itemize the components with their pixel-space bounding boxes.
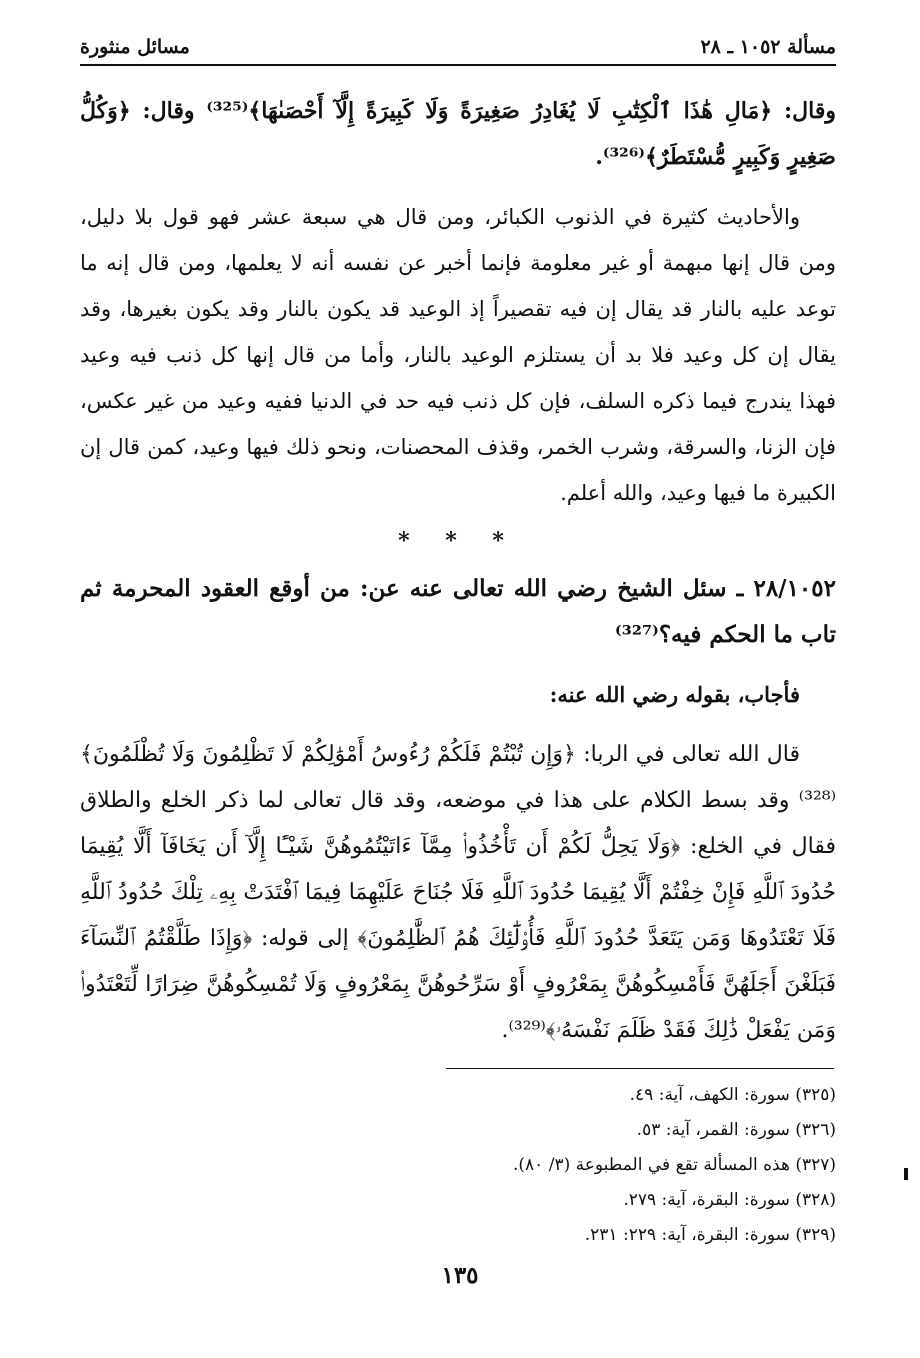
footnote-328: (٣٢٨) سورة: البقرة، آية: ٢٧٩. <box>623 1190 836 1210</box>
spacer <box>80 180 836 194</box>
footnote-329: (٣٢٩) سورة: البقرة، آية: ٢٢٩: ٢٣١. <box>584 1225 836 1245</box>
question-heading: ٢٨/١٠٥٢ ـ سئل الشيخ رضي الله تعالى عنه عن: من أوقع العقود المحرمة ثم تاب ما الحكم فيه؟⁽³²⁷⁾ <box>80 575 836 648</box>
paragraph-riba-khul: قال الله تعالى في الربا: ﴿وَإِن تُبْتُمْ فَلَكُمْ رُءُوسُ أَمْوَٰلِكُمْ لَا تَظْلِمُونَ وَلَا تُظْلَمُونَ﴾⁽³²⁸⁾ وقد بسط الكلام على هذا في موضعه، وقد قال تعالى لما ذكر الخلع والطلاق فقال في الخلع: ﴿وَلَا يَحِلُّ لَكُمْ أَن تَأْخُذُوا۟ مِمَّآ ءَاتَيْتُمُوهُنَّ شَيْـًٔا إِلَّآ أَن يَخَافَآ أَلَّا يُقِيمَا حُدُودَ ٱللَّهِ فَإِنْ خِفْتُمْ أَلَّا يُقِيمَا حُدُودَ ٱللَّهِ فَلَا جُنَاحَ عَلَيْهِمَا فِيمَا ٱفْتَدَتْ بِهِۦ تِلْكَ حُدُودُ ٱللَّهِ فَلَا تَعْتَدُوهَا وَمَن يَتَعَدَّ حُدُودَ ٱللَّهِ فَأُو۟لَٰٓئِكَ هُمُ ٱلظَّٰلِمُونَ﴾ إلى قوله: ﴿وَإِذَا طَلَّقْتُمُ ٱلنِّسَآءَ فَبَلَغْنَ أَجَلَهُنَّ فَأَمْسِكُوهُنَّ بِمَعْرُوفٍ أَوْ سَرِّحُوهُنَّ بِمَعْرُوفٍ وَلَا تُمْسِكُوهُنَّ ضِرَارًا لِّتَعْتَدُوا۟ وَمَن يَفْعَلْ ذَٰلِكَ فَقَدْ ظَلَمَ نَفْسَهُۥ﴾⁽³²⁹⁾. <box>80 742 836 1043</box>
margin-mark <box>904 1168 908 1180</box>
answer-intro: فأجاب، بقوله رضي الله عنه: <box>549 682 800 707</box>
footnotes <box>80 1078 836 1253</box>
footnote-326: (٣٢٦) سورة: القمر، آية: ٥٣. <box>636 1120 836 1140</box>
spacer <box>80 718 836 732</box>
header-divider <box>80 64 836 66</box>
page-number: ١٣٥ <box>441 1262 479 1289</box>
spacer <box>80 658 836 672</box>
paragraph-major-sins: والأحاديث كثيرة في الذنوب الكبائر، ومن قال هي سبعة عشر فهو قول بلا دليل، ومن قال إنها مبهمة أو غير معلومة فإنما أخبر عن نفسه أنه لا يعلمها، ومن قال إنه ما توعد عليه بالنار قد يقال إن فيه تقصيراً إذ الوعيد قد يكون بالنار وقد يكون بغيرها، وقد يقال إن كل وعيد فلا بد أن يستلزم الوعيد بالنار، وأما من قال إنها كل ذنب فيه وعيد فهذا يندرج فيما ذكره السلف، فإن كل ذنب فيه حد في الدنيا ففيه وعيد من غير عكس، فإن الزنا، والسرقة، وشرب الخمر، وقذف المحصنات، ونحو ذلك فيها وعيد، كمن قال إن الكبيرة ما فيها وعيد، والله أعلم. <box>80 205 836 505</box>
paragraph-quran-citation: وقال: ﴿مَالِ هَٰذَا ٱلْكِتَٰبِ لَا يُغَادِرُ صَغِيرَةً وَلَا كَبِيرَةً إِلَّآ أَحْصَىٰهَا﴾⁽³²⁵⁾ وقال: ﴿وَكُلُّ صَغِيرٍ وَكَبِيرٍ مُّسْتَطَرٌ﴾⁽³²⁶⁾. <box>80 98 836 170</box>
section-separator: * * * <box>398 528 518 554</box>
footnote-divider <box>446 1068 834 1069</box>
main-text <box>80 88 836 1054</box>
footnote-327: (٣٢٧) هذه المسألة تقع في المطبوعة (٣/ ٨٠). <box>512 1155 836 1175</box>
header-book-title: مسائل منثورة <box>80 36 190 58</box>
running-header <box>80 30 836 64</box>
header-issue-title: مسألة ١٠٥٢ ـ ٢٨ <box>700 36 836 58</box>
footnote-325: (٣٢٥) سورة: الكهف، آية: ٤٩. <box>629 1085 836 1105</box>
